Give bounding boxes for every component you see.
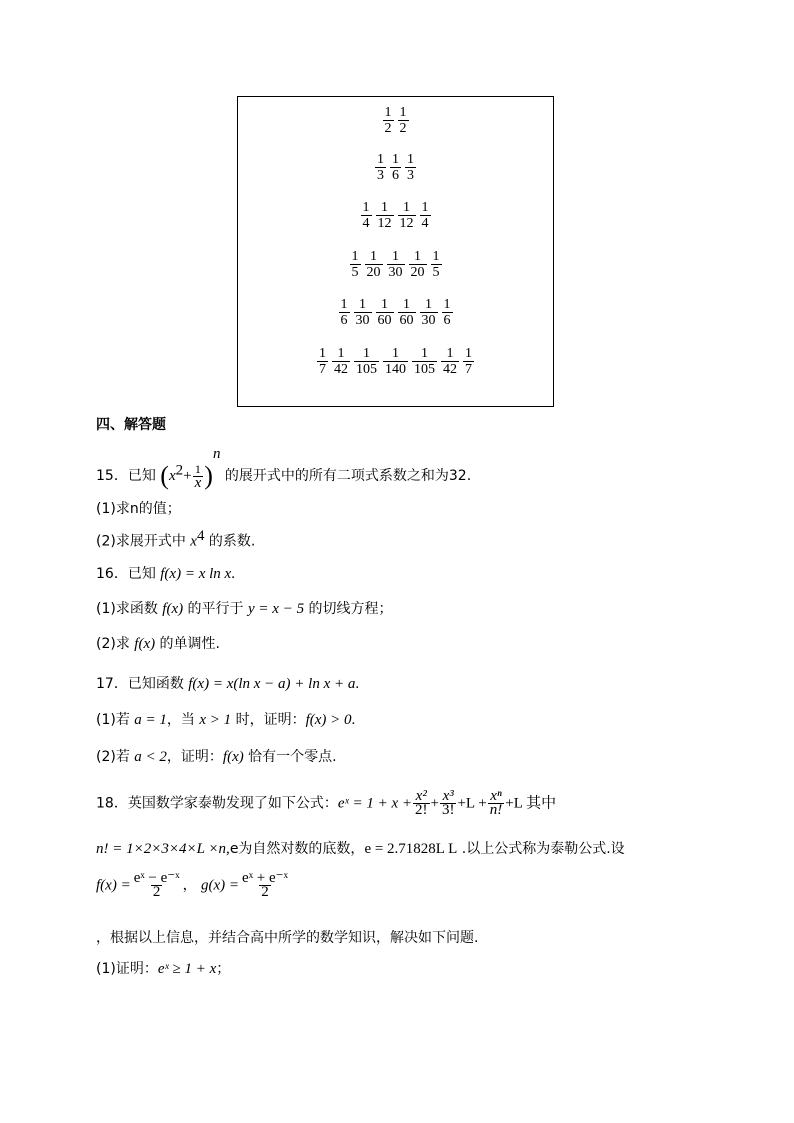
fraction-numerator: 1 <box>432 249 440 264</box>
triangle-fraction <box>412 346 437 377</box>
fraction-numerator: 1 <box>392 249 399 264</box>
fraction-numerator: 1 <box>425 297 432 312</box>
fraction-numerator: 1 <box>337 346 345 361</box>
q18-t1-den: 2! <box>415 802 428 818</box>
q18-f-label: f(x) = <box>96 877 131 894</box>
fraction-numerator: 1 <box>363 346 370 361</box>
q16-p1-c: 的切线方程； <box>304 601 393 617</box>
triangle-fraction <box>354 346 379 377</box>
triangle-fraction <box>441 346 459 377</box>
q16-stem <box>96 563 235 583</box>
fraction-denominator: 105 <box>414 362 435 377</box>
exp-2: 2 <box>175 462 184 479</box>
fraction-denominator: 12 <box>377 216 392 231</box>
triangle-fraction <box>420 200 431 231</box>
fraction-denominator: 6 <box>392 168 399 183</box>
fraction-numerator: 1 <box>351 249 359 264</box>
fraction-denominator: 3 <box>407 168 414 183</box>
fraction-denominator: 2 <box>384 121 392 136</box>
q15-stem <box>96 446 471 491</box>
q18-line2-c: e = 2.71828L L <box>364 841 458 857</box>
q18-formula-a: eˣ = 1 + x + <box>337 795 412 812</box>
q18-comma: ， <box>182 877 202 894</box>
q16-p1-line: y = x − 5 <box>248 601 305 617</box>
triangle-fraction <box>431 249 442 280</box>
triangle-row <box>238 152 553 183</box>
q15-part1: (1)求n的值； <box>96 501 181 517</box>
fraction-numerator: 1 <box>414 249 421 264</box>
triangle-fraction <box>317 346 328 377</box>
q18-formula-c: +L 其中 <box>505 795 557 812</box>
q18-f-num: eˣ − e⁻ˣ <box>133 870 180 886</box>
triangle-fraction <box>332 346 350 377</box>
fraction-denominator: 2 <box>399 121 407 136</box>
q18-part1 <box>96 958 230 978</box>
fraction-denominator: 30 <box>421 313 436 328</box>
q18-f-frac <box>132 872 182 899</box>
q18-line4: ，根据以上信息，并结合高中所学的数学知识，解决如下问题. <box>96 930 479 946</box>
triangle-fraction <box>398 297 416 328</box>
triangle-row <box>238 105 553 136</box>
frac-den: x <box>194 474 202 491</box>
q18-g-frac <box>240 872 290 899</box>
q15-p2-tail: 的系数. <box>204 533 256 550</box>
fraction-numerator: 1 <box>377 152 384 167</box>
triangle-fraction <box>390 152 401 183</box>
q18-p1-b: ； <box>216 961 231 977</box>
fraction-numerator: 1 <box>403 297 410 312</box>
fraction-denominator: 60 <box>399 313 414 328</box>
fraction-numerator: 1 <box>421 346 428 361</box>
right-paren: ) <box>204 461 213 490</box>
q16-p2-a: (2)求 <box>96 636 135 652</box>
triangle-fraction <box>376 297 394 328</box>
triangle-fraction <box>409 249 427 280</box>
fraction-denominator: 140 <box>385 362 406 377</box>
fraction-denominator: 6 <box>443 313 451 328</box>
q18-plus: + <box>430 795 439 812</box>
fraction-denominator: 12 <box>399 216 414 231</box>
fraction-numerator: 1 <box>340 297 348 312</box>
fraction-denominator: 5 <box>351 265 359 280</box>
q17-p1-period: . <box>351 712 356 728</box>
exp-n: n <box>212 446 221 462</box>
triangle-row <box>238 249 553 280</box>
q17-period: . <box>355 676 360 692</box>
fraction-numerator: 1 <box>465 346 472 361</box>
fraction-denominator: 30 <box>355 313 370 328</box>
q18-g-den: 2 <box>261 884 269 900</box>
q17-p1-cond1: a = 1 <box>134 712 167 728</box>
fraction-denominator: 5 <box>432 265 440 280</box>
triangle-row <box>238 297 553 328</box>
q18-term-xn <box>488 790 505 817</box>
q18-t2-den: 3! <box>441 802 455 818</box>
section-title: 四、解答题 <box>96 417 166 433</box>
q17-p2-a: (2)若 <box>96 749 135 765</box>
q17-part1 <box>96 709 355 729</box>
q17-part2 <box>96 746 337 766</box>
q18-stem <box>96 790 556 817</box>
q17-p1-a: (1)若 <box>96 712 135 728</box>
triangle-fraction <box>420 297 438 328</box>
triangle-fraction <box>365 249 383 280</box>
fraction-denominator: 4 <box>362 216 370 231</box>
fraction-numerator: 1 <box>381 200 388 215</box>
q16-p1-a: (1)求函数 <box>96 601 163 617</box>
triangle-fraction <box>398 105 409 136</box>
q17-func: f(x) = x(ln x − a) + ln x + a <box>188 676 356 692</box>
q18-line2-b: e为自然对数的底数， <box>229 841 365 857</box>
q17-p2-b: ，证明： <box>166 749 223 765</box>
fraction-numerator: 1 <box>446 346 454 361</box>
q18-g-num: eˣ + e⁻ˣ <box>242 870 288 886</box>
fraction-denominator: 7 <box>319 362 326 377</box>
q17-p1-cond2: x > 1 <box>199 712 232 728</box>
fraction-denominator: 30 <box>388 265 403 280</box>
fraction-numerator: 1 <box>407 152 414 167</box>
fraction-denominator: 20 <box>366 265 381 280</box>
q17-p1-b: ，当 <box>166 712 200 728</box>
q18-formula-b: +L + <box>457 795 487 812</box>
q17-p1-c: 时，证明： <box>231 712 306 728</box>
fraction-numerator: 1 <box>362 200 370 215</box>
triangle-fraction <box>339 297 350 328</box>
q18-p1-expr: eˣ ≥ 1 + x <box>157 961 217 977</box>
fraction-numerator: 1 <box>443 297 451 312</box>
fraction-numerator: 1 <box>403 200 410 215</box>
triangle-row <box>238 346 553 377</box>
q16-period: . <box>231 566 235 582</box>
q15-p2-text: (2)求展开式中 <box>96 533 191 550</box>
q17-p2-c: 恰有一个零点. <box>243 749 337 765</box>
expr-x: x <box>168 468 176 484</box>
q16-part1 <box>96 598 393 618</box>
triangle-fraction <box>398 200 416 231</box>
plus: + <box>183 468 192 484</box>
q16-func: f(x) = x ln x <box>160 566 232 582</box>
q17-p2-f: f(x) <box>222 749 244 765</box>
fraction-numerator: 1 <box>319 346 326 361</box>
fraction-numerator: 1 <box>392 346 399 361</box>
q18-g-label: g(x) = <box>201 877 240 894</box>
fraction-denominator: 6 <box>340 313 348 328</box>
fraction-numerator: 1 <box>381 297 388 312</box>
q18-line2-a: n! = 1×2×3×4×L ×n, <box>96 841 230 857</box>
q16-part2 <box>96 633 220 653</box>
fraction-denominator: 105 <box>356 362 377 377</box>
fraction-denominator: 7 <box>465 362 472 377</box>
q18-line2 <box>96 838 625 858</box>
triangle-fraction <box>463 346 474 377</box>
fraction-denominator: 42 <box>334 362 348 377</box>
q18-t3-den: n! <box>489 802 503 818</box>
fraction-denominator: 4 <box>421 216 429 231</box>
q18-f-den: 2 <box>152 884 161 900</box>
q18-term-x3 <box>440 790 457 817</box>
frac-1-over-x <box>193 463 204 490</box>
triangle-fraction <box>350 249 361 280</box>
fraction-numerator: 1 <box>384 105 392 120</box>
triangle-fraction <box>376 200 394 231</box>
q17-p2-cond: a < 2 <box>134 749 167 765</box>
fraction-denominator: 20 <box>410 265 425 280</box>
fraction-denominator: 42 <box>443 362 457 377</box>
q16-p2-f: f(x) <box>134 636 156 652</box>
left-paren: ( <box>160 461 169 490</box>
fraction-numerator: 1 <box>370 249 377 264</box>
triangle-fraction <box>405 152 416 183</box>
q17-p1-goal: f(x) > 0 <box>305 712 352 728</box>
triangle-fraction <box>442 297 453 328</box>
q15-tail: 的展开式中的所有二项式系数之和为32. <box>224 468 472 484</box>
fraction-denominator: 60 <box>377 313 392 328</box>
q16-p2-b: 的单调性. <box>155 636 221 652</box>
q18-t1-num: x² <box>415 788 427 804</box>
frac-num: 1 <box>194 461 201 476</box>
fraction-numerator: 1 <box>399 105 407 120</box>
fraction-numerator: 1 <box>359 297 366 312</box>
q15-label: 15．已知 <box>96 468 156 484</box>
q16-label: 16．已知 <box>96 566 161 582</box>
q18-label: 18．英国数学家泰勒发现了如下公式： <box>96 795 338 812</box>
q18-t3-num: xⁿ <box>490 788 502 804</box>
q17-label: 17．已知函数 <box>96 676 189 692</box>
fraction-triangle-box <box>237 96 554 407</box>
q18-t2-num: x³ <box>442 788 454 804</box>
q18-term-x2 <box>413 790 430 817</box>
fraction-numerator: 1 <box>392 152 399 167</box>
q18-line2-d: .以上公式称为泰勒公式.设 <box>457 841 625 857</box>
q15-part2 <box>96 528 255 551</box>
q18-p1-a: (1)证明： <box>96 961 158 977</box>
triangle-fraction <box>387 249 405 280</box>
q16-p1-b: 的平行于 <box>183 601 249 617</box>
q15-p2-exp: 4 <box>196 528 205 544</box>
q16-p1-f: f(x) <box>162 601 184 617</box>
fraction-denominator: 3 <box>377 168 384 183</box>
triangle-fraction <box>383 346 408 377</box>
q15-p2-x: x <box>190 533 197 550</box>
fraction-numerator: 1 <box>421 200 429 215</box>
q17-stem <box>96 673 359 693</box>
triangle-fraction <box>361 200 372 231</box>
triangle-fraction <box>354 297 372 328</box>
triangle-fraction <box>375 152 386 183</box>
q18-def-f-g <box>96 872 291 899</box>
triangle-row <box>238 200 553 231</box>
triangle-fraction <box>383 105 394 136</box>
